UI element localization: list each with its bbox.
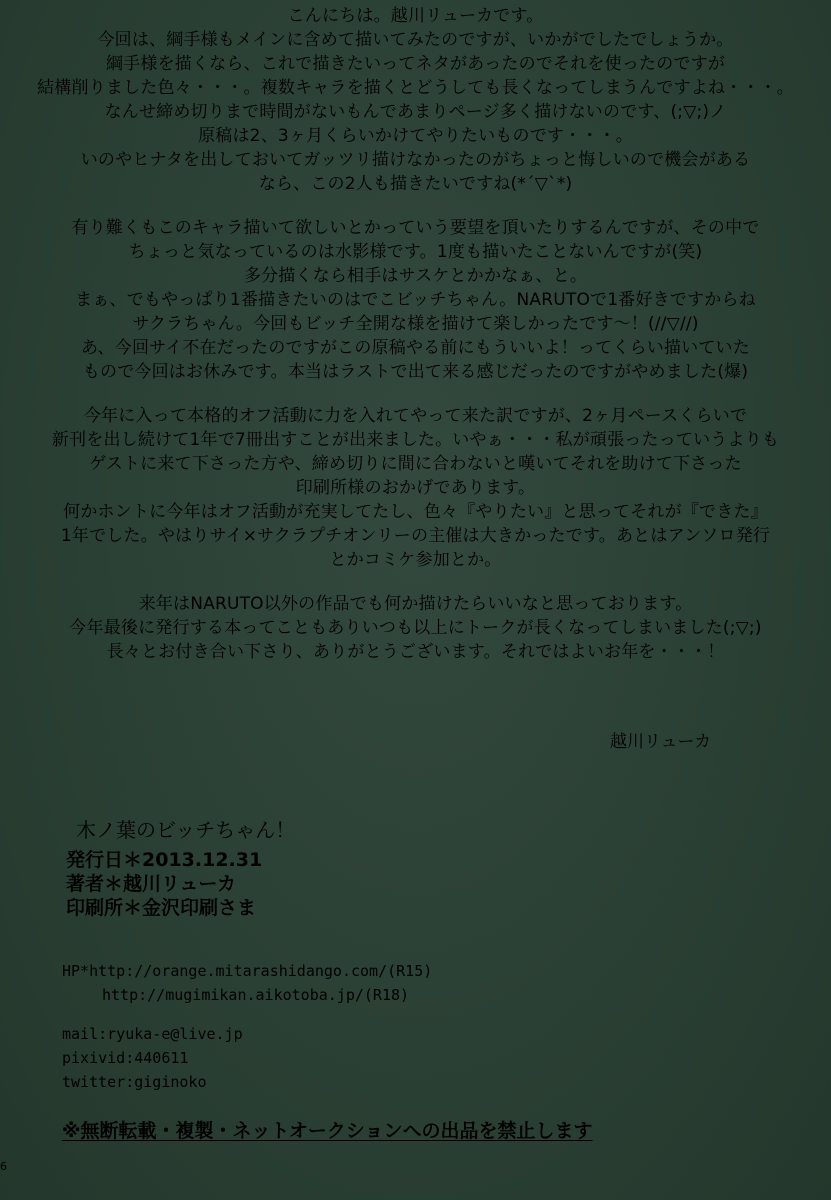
afterword-text — [0, 4, 831, 664]
contact-info — [62, 1022, 243, 1094]
homepage-link: HP*http://orange.mitarashidango.com/(R15) — [62, 962, 433, 980]
afterword-line: 来年はNARUTO以外の作品でも何か描けたらいいなと思っております。 — [138, 594, 693, 614]
afterword-line: 1年でした。やはりサイ×サクラプチオンリーの主催は大きかったです。あとはアンソロ発行 — [60, 526, 771, 546]
paragraph-gap — [0, 572, 831, 592]
afterword-line: 多分描くなら相手はサスケとかかなぁ、と。 — [243, 266, 588, 286]
website-links — [62, 959, 432, 1007]
pixiv-id: pixivid:440611 — [62, 1049, 189, 1067]
afterword-line: 今年に入って本格的オフ活動に力を入れてやって来た訳ですが、2ヶ月ペースくらいで — [83, 406, 748, 426]
afterword-line: なんせ締め切りまで時間がないもんであまりページ多く描けないのです、(;▽;)ノ — [104, 102, 727, 122]
book-title: 木ノ葉のビッチちゃん！ — [76, 818, 296, 842]
afterword-line: 何かホントに今年はオフ活動が充実してたし、色々『やりたい』と思ってそれが『できた』 — [63, 502, 768, 522]
afterword-line: 原稿は2、3ヶ月くらいかけてやりたいものです・・・。 — [198, 126, 633, 146]
afterword-line: 今年最後に発行する本ってこともありいつも以上にトークが長くなってしまいました(;▽;) — [69, 618, 762, 638]
copyright-notice: ※無断転載・複製・ネットオークションへの出品を禁止します — [62, 1120, 593, 1142]
afterword-line: ゲストに来て下さった方や、締め切りに間に合わないと嘆いてそれを助けて下さった — [89, 454, 742, 474]
afterword-line: サクラちゃん。今回もビッチ全開な様を描けて楽しかったです～！(//▽//) — [132, 314, 699, 334]
colophon — [66, 816, 295, 920]
printer-credit: 印刷所＊金沢印刷さま — [66, 897, 257, 919]
page-number: 6 — [0, 1160, 7, 1173]
twitter-handle: twitter:giginoko — [62, 1073, 207, 1091]
paragraph-gap — [0, 384, 831, 404]
afterword-line: ちょっと気なっているのは水影様です。1度も描いたことないんですが(笑) — [128, 242, 703, 262]
afterword-line: 綱手様を描くなら、これで描きたいってネタがあったのでそれを使ったのですが — [105, 54, 726, 74]
afterword-line: こんにちは。越川リューカです。 — [287, 6, 544, 26]
mail-address: mail:ryuka-e@live.jp — [62, 1025, 243, 1043]
author-signature: 越川リューカ — [610, 732, 712, 752]
afterword-line: なら、この2人も描きたいですね(*´▽`*) — [258, 174, 573, 194]
afterword-line: いのやヒナタを出しておいてガッツリ描けなかったのがちょっと悔しいので機会がある — [80, 150, 751, 170]
afterword-line: あ、今回サイ不在だったのですがこの原稿やる前にもういいよ！ってくらい描いていた — [81, 338, 750, 358]
afterword-line: 結構削りました色々・・・。複数キャラを描くとどうしても長くなってしまうんですよね・・・。 — [37, 78, 794, 98]
afterword-line: 印刷所様のおかげであります。 — [295, 478, 536, 498]
afterword-line: もので今回はお休みです。本当はラストで出て来る感じだったのですがやめました(爆) — [82, 362, 749, 382]
paragraph-gap — [0, 196, 831, 216]
publication-date: 発行日＊2013.12.31 — [66, 849, 263, 871]
afterword-line: とかコミケ参加とか。 — [329, 550, 502, 570]
afterword-line: まぁ、でもやっぱり1番描きたいのはでこビッチちゃん。NARUTOで1番好きですからね — [75, 290, 756, 310]
afterword-line: 有り難くもこのキャラ描いて欲しいとかっていう要望を頂いたりするんですが、その中で — [71, 218, 760, 238]
author-credit: 著者＊越川リューカ — [66, 873, 237, 895]
afterword-line: 新刊を出し続けて1年で7冊出すことが出来ました。いやぁ・・・私が頑張ったっていうよりも — [51, 430, 780, 450]
afterword-line: 長々とお付き合い下さり、ありがとうございます。それではよいお年を・・・！ — [106, 642, 725, 662]
afterword-line: 今回は、綱手様もメインに含めて描いてみたのですが、いかがでしたでしょうか。 — [97, 30, 734, 50]
homepage-link-secondary: http://mugimikan.aikotoba.jp/(R18) — [102, 986, 410, 1004]
